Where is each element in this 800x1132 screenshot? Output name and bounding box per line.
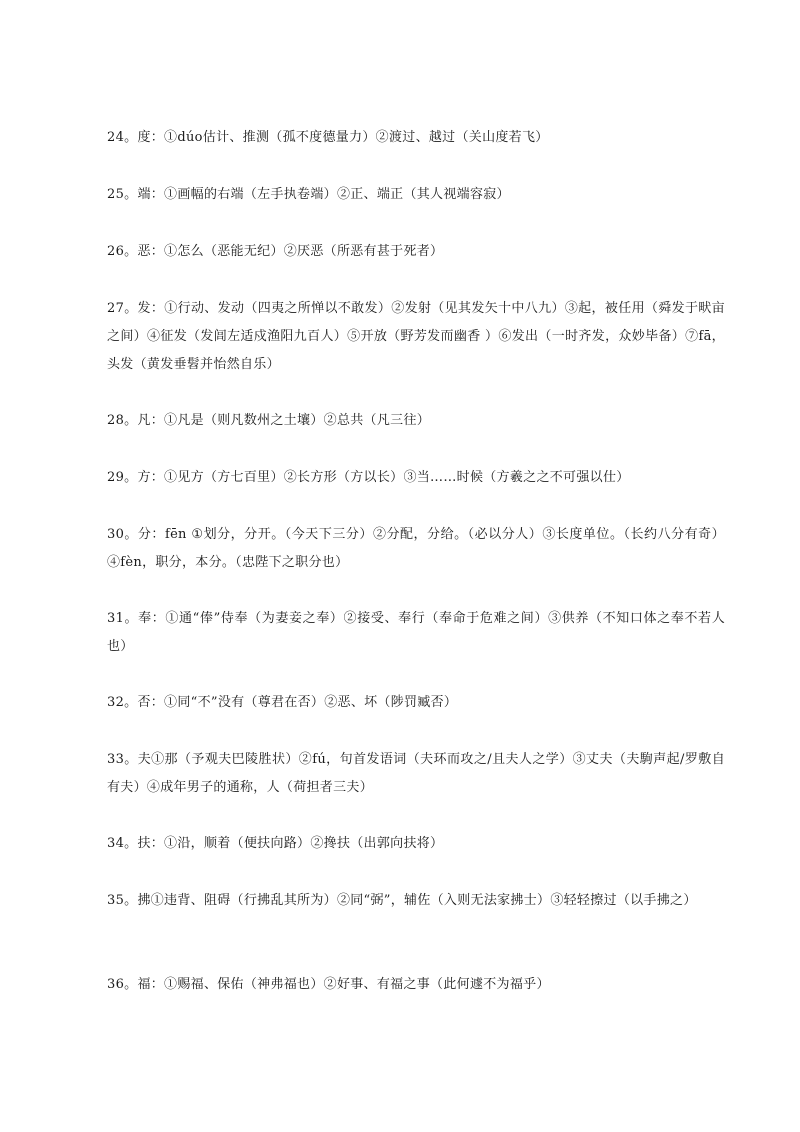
- entry-31: 31。奉：①通“俸”侍奉（为妻妾之奉）②接受、奉行（奉命于危难之间）③供养（不知口体之奉不若人也）: [107, 611, 725, 654]
- entry-24: 24。度：①dúo估计、推测（孤不度德量力）②渡过、越过（关山度若飞）: [107, 130, 549, 145]
- entry-33: 33。夫①那（予观夫巴陵胜状）②fú，句首发语词（夫环而攻之/且夫人之学）③丈夫（夫駒声起/罗敷自有夫）④成年男子的通称，人（荷担者三夫）: [107, 752, 725, 795]
- entry-36: 36。福：①赐福、保佑（神弗福也）②好事、有福之事（此何遽不为福乎）: [107, 977, 550, 992]
- entry-26: 26。恶：①怎么（恶能无纪）②厌恶（所恶有甚于死者）: [107, 244, 444, 259]
- entry-27: 27。发：①行动、发动（四夷之所惮以不敢发）②发射（见其发矢十中八九）③起，被任用（舜发于畎亩之间）④征发（发闾左适戍渔阳九百人）⑤开放（野芳发而幽香 ）⑥发出（一时齐发，众妙毕备）⑦fā，头发（黄发垂髫并怡然自乐）: [107, 301, 725, 372]
- entry-28: 28。凡：①凡是（则凡数州之土壤）②总共（凡三往）: [107, 413, 431, 428]
- entry-34: 34。扶：①沿，顺着（便扶向路）②搀扶（出郭向扶将）: [107, 836, 444, 851]
- entry-30: 30。分：fēn ①划分，分开。（今天下三分）②分配，分给。（必以分人）③长度单位。（长约八分有奇）④fèn，职分，本分。（忠陛下之职分也）: [107, 527, 725, 570]
- entry-32: 32。否：①同“不”没有（尊君在否）②恶、坏（陟罚臧否）: [107, 695, 458, 710]
- entry-29: 29。方：①见方（方七百里）②长方形（方以长）③当……时候（方羲之之不可强以仕）: [107, 470, 630, 485]
- entry-25: 25。端：①画幅的右端（左手执卷端）②正、端正（其人视端容寂）: [107, 187, 510, 202]
- entry-35: 35。拂①违背、阻碍（行拂乱其所为）②同“弼”，辅佐（入则无法家拂士）③轻轻擦过（以手拂之）: [107, 893, 697, 908]
